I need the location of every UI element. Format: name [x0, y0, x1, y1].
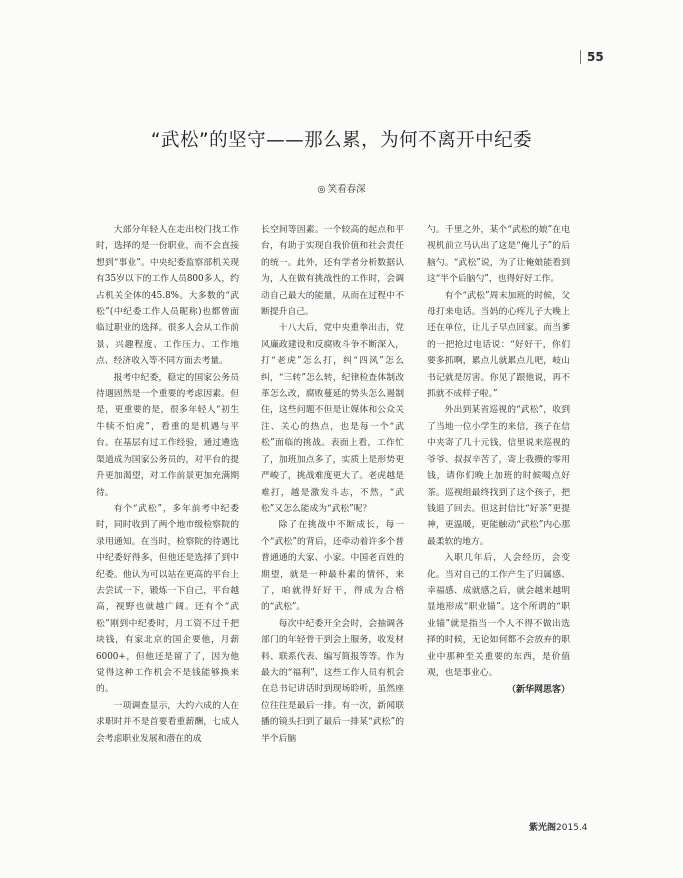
- issue-number: 2015.4: [556, 823, 588, 833]
- text-column-3: [427, 222, 570, 699]
- paragraph: 报考中纪委，稳定的国家公务员待遇固然是一个重要的考虑因素。但是，更重要的是，很多年轻人“初生牛犊不怕虎”，看重的是机遇与平台。在基层有过工作经验，通过遴选渠道成为国家公务员的，对平台的提升更加渴望，对工作前景更加充满期待。: [96, 372, 239, 498]
- article-title: “武松”的坚守——那么累，为何不离开中纪委: [150, 130, 533, 151]
- paragraph: 除了在挑战中不断成长，每一个“武松”的背后，还牵动着许多个普普通通的大家、小家。中国老百姓的期望，就是一种最朴素的情怀，来了，咱就得好好干，得成为合格的“武松”。: [261, 520, 404, 613]
- author-name: 笑看春深: [327, 184, 366, 195]
- footer-masthead: [529, 820, 588, 833]
- paragraph: 有个“武松”周末加班的时候，父母打来电话。当妈的心疼儿子大晚上还在单位，让儿子早点回家。而当爹的一把抢过电话说：“好好干，你们要多抓啊，累点儿就累点儿吧，岐山书记就是厉害。你见了跟他说，再不抓就不成样子啦。”: [427, 290, 570, 400]
- paragraph: 有个“武松”，多年前考中纪委时，同时收到了两个地市级检察院的录用通知。在当时，检察院的待遇比中纪委好得多，但他还是选择了到中纪委。他认为可以站在更高的平台上去尝试一下，锻炼一下自己，平台越高，视野也就越广阔。还有个“武松”刚到中纪委时，月工资不过千把块钱，有家北京的国企要他，月薪6000+，但他还是留了了，因为他觉得这种工作机会不是钱能够换来的。: [96, 503, 239, 695]
- text-column-1: [96, 222, 239, 747]
- circle-mark-icon: ◎: [317, 184, 326, 195]
- paragraph: 大部分年轻人在走出校门找工作时，选择的是一份职业，而不会直接想到“事业”。中央纪委监察部机关现有35岁以下的工作人员800多人，约占机关全体的45.8%。大多数的“武松”(中纪委工作人员昵称)也都曾面临过职业的选择。很多人会从工作前景、兴趣程度、工作压力、工作地点、经济收入等不同方面去考量。: [96, 225, 239, 367]
- paragraph: 一项调查显示，大约六成的人在求职时并不是首要看重薪酬，七成人会考虑职业发展和潜在的成: [96, 700, 239, 744]
- paragraph: 入职几年后，人会经历，会变化。当对自己的工作产生了归属感、幸福感、成就感之后，就会越来越明显地形成“职业锚”。这个所谓的“职业锚”就是指当一个人不得不做出选择的时候，无论如何都不会放弃的职业中那种至关重要的东西，是价值观，也是事业心。: [427, 553, 570, 678]
- source-credit: （新华网思客）: [506, 685, 570, 696]
- paragraph: 外出到某省巡视的“武松”，收到了当地一位小学生的来信，孩子在信中夹寄了几十元钱，信里说来巡视的爷爷、叔叔辛苦了，寄上我攒的零用钱，请你们晚上加班的时候喝点好茶。巡视组最终找到了这个孩子，把钱退了回去。但这封信比“好茶”更提神，更温暖，更能触动“武松”内心那最柔软的地方。: [427, 405, 570, 547]
- paragraph: 每次中纪委开全会时，会抽调各部门的年轻骨干到会上服务，收发材料、联系代表、编写简报等等。作为最大的“福利”，这些工作人员有机会在总书记讲话时到现场聆听，虽然座位往往是最后一排。有一次，新闻联播的镜头扫到了最后一排某“武松”的半个后脑: [261, 618, 404, 744]
- author-byline: [0, 181, 683, 195]
- paragraph: 长空间等因素。一个较高的起点和平台，有助于实现自我价值和社会责任的统一。此外，还有学者分析数据认为，人在做有挑战性的工作时，会调动自己最大的能量，从而在过程中不断提升自己。: [261, 225, 404, 318]
- magazine-logo: 紫光阁: [529, 823, 557, 833]
- paragraph: 勺。千里之外，某个“武松的娘”在电视机前立马认出了这是“俺儿子”的后脑勺。“武松”说，为了让俺娘能看到这“半个后脑勺”，也得好好工作。: [427, 225, 570, 285]
- paragraph: 十八大后，党中央重拳出击，党风廉政建设和反腐败斗争不断深入，打“老虎”怎么打，纠“四风”怎么纠，“三转”怎么转，纪律检查体制改革怎么改，腐败蔓延的势头怎么遏制住，这些问题不但是让媒体和公众关注、关心的热点，也是每一个“武松”面临的挑战。表面上看，工作忙了，加班加点多了，实质上是形势更严峻了，挑战难度更大了。老虎越是难打，越是激发斗志，不然，“武松”又怎么能成为“武松”呢？: [261, 323, 404, 514]
- column-3-paragraphs: [427, 222, 570, 681]
- text-column-2: [261, 222, 404, 747]
- page-number: 55: [580, 50, 604, 64]
